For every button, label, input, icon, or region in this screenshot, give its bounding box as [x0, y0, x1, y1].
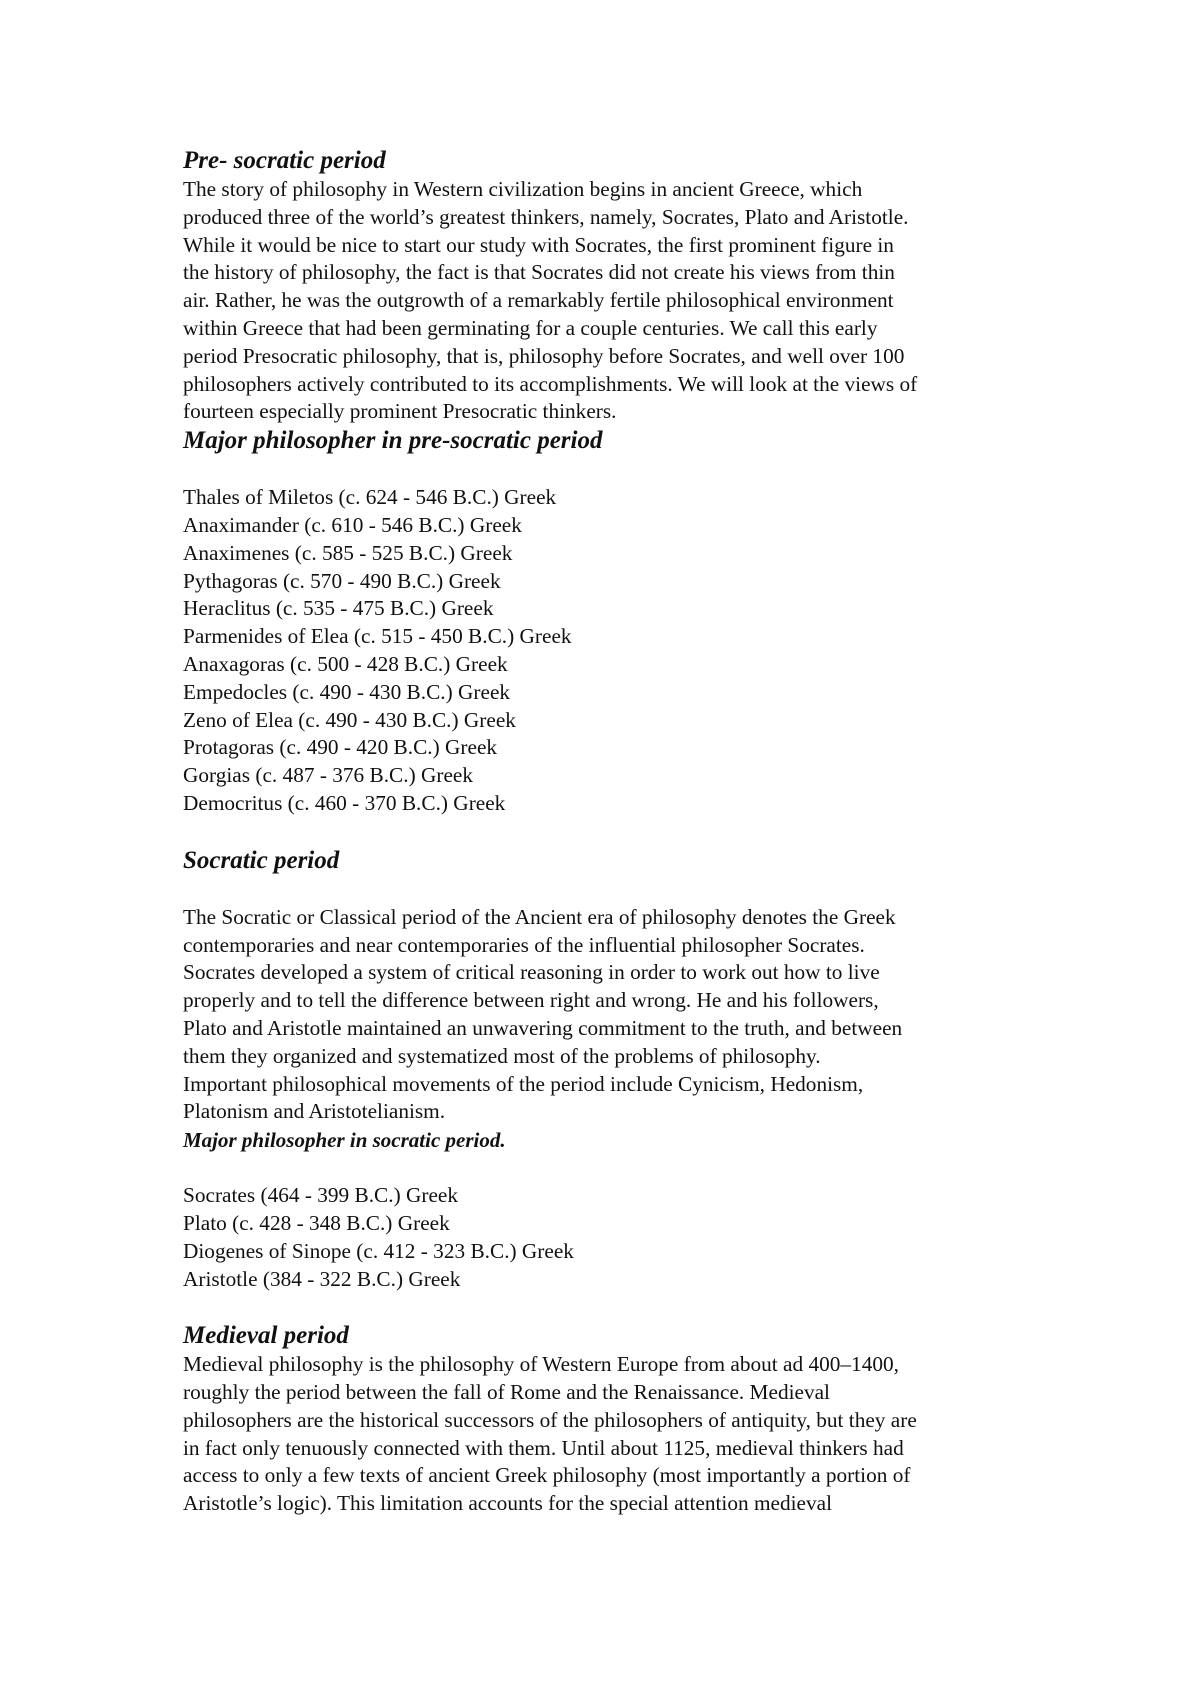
presocratic-heading: Pre- socratic period: [183, 147, 386, 174]
list-item: Zeno of Elea (c. 490 - 430 B.C.) Greek: [183, 707, 516, 732]
paragraph-line: philosophers actively contributed to its accomplishments. We will look at the views of: [183, 371, 918, 396]
paragraph-line: Medieval philosophy is the philosophy of Western Europe from about ad 400–1400,: [183, 1352, 899, 1377]
paragraph-line: roughly the period between the fall of Rome and the Renaissance. Medieval: [183, 1380, 830, 1405]
socratic-philosopher-list: [183, 1182, 1063, 1293]
paragraph-line: access to only a few texts of ancient Greek philosophy (most importantly a portion of: [183, 1463, 911, 1488]
spacer: [183, 1293, 1063, 1321]
list-item: Socrates (464 - 399 B.C.) Greek: [183, 1183, 459, 1208]
medieval-paragraph: [183, 1351, 1063, 1518]
paragraph-line: period Presocratic philosophy, that is, philosophy before Socrates, and well over 100: [183, 343, 905, 368]
paragraph-line: Plato and Aristotle maintained an unwavering commitment to the truth, and between: [183, 1015, 903, 1040]
socratic-heading: Socratic period: [183, 846, 340, 874]
paragraph-line: While it would be nice to start our study with Socrates, the first prominent figure in: [183, 232, 894, 257]
list-item: Thales of Miletos (c. 624 - 546 B.C.) Greek: [183, 485, 557, 510]
presocratic-list-heading: Major philosopher in pre-socratic period: [183, 427, 603, 455]
list-item: Diogenes of Sinope (c. 412 - 323 B.C.) Greek: [183, 1238, 574, 1263]
medieval-heading: Medieval period: [183, 1322, 349, 1350]
list-item: Parmenides of Elea (c. 515 - 450 B.C.) Greek: [183, 624, 572, 649]
spacer: [183, 456, 1063, 484]
paragraph-line: fourteen especially prominent Presocratic thinkers.: [183, 399, 617, 424]
paragraph-line: philosophers are the historical successors of the philosophers of antiquity, but they are: [183, 1407, 917, 1432]
presocratic-paragraph: [183, 176, 1063, 426]
list-item: Anaximenes (c. 585 - 525 B.C.) Greek: [183, 540, 513, 565]
paragraph-line: The Socratic or Classical period of the Ancient era of philosophy denotes the Greek: [183, 904, 896, 929]
socratic-list-heading: Major philosopher in socratic period.: [183, 1128, 506, 1153]
paragraph-line: Aristotle’s logic). This limitation accounts for the special attention medieval: [183, 1491, 833, 1516]
paragraph-line: produced three of the world’s greatest thinkers, namely, Socrates, Plato and Aristotle.: [183, 204, 909, 229]
paragraph-line: the history of philosophy, the fact is that Socrates did not create his views from thin: [183, 260, 895, 285]
paragraph-line: properly and to tell the difference between right and wrong. He and his followers,: [183, 988, 879, 1013]
list-item: Protagoras (c. 490 - 420 B.C.) Greek: [183, 735, 498, 760]
list-item: Aristotle (384 - 322 B.C.) Greek: [183, 1266, 461, 1291]
list-item: Pythagoras (c. 570 - 490 B.C.) Greek: [183, 568, 501, 593]
paragraph-line: within Greece that had been germinating for a couple centuries. We call this early: [183, 315, 878, 340]
spacer: [183, 818, 1063, 846]
spacer: [183, 1154, 1063, 1182]
list-item: Empedocles (c. 490 - 430 B.C.) Greek: [183, 679, 511, 704]
paragraph-line: contemporaries and near contemporaries of the influential philosopher Socrates.: [183, 932, 865, 957]
paragraph-line: Platonism and Aristotelianism.: [183, 1099, 446, 1124]
socratic-paragraph: [183, 904, 1063, 1126]
paragraph-line: them they organized and systematized most of the problems of philosophy.: [183, 1043, 821, 1068]
paragraph-line: Socrates developed a system of critical reasoning in order to work out how to live: [183, 960, 880, 985]
presocratic-philosopher-list: [183, 484, 1063, 818]
document-page: [183, 146, 1063, 1518]
list-item: Heraclitus (c. 535 - 475 B.C.) Greek: [183, 596, 494, 621]
list-item: Anaximander (c. 610 - 546 B.C.) Greek: [183, 512, 522, 537]
list-item: Anaxagoras (c. 500 - 428 B.C.) Greek: [183, 651, 508, 676]
paragraph-line: The story of philosophy in Western civilization begins in ancient Greece, which: [183, 177, 863, 201]
paragraph-line: Important philosophical movements of the period include Cynicism, Hedonism,: [183, 1071, 864, 1096]
spacer: [183, 876, 1063, 904]
paragraph-line: air. Rather, he was the outgrowth of a remarkably fertile philosophical environment: [183, 288, 894, 313]
list-item: Gorgias (c. 487 - 376 B.C.) Greek: [183, 763, 474, 788]
list-item: Plato (c. 428 - 348 B.C.) Greek: [183, 1210, 450, 1235]
list-item: Democritus (c. 460 - 370 B.C.) Greek: [183, 790, 506, 815]
paragraph-line: in fact only tenuously connected with them. Until about 1125, medieval thinkers had: [183, 1435, 904, 1460]
